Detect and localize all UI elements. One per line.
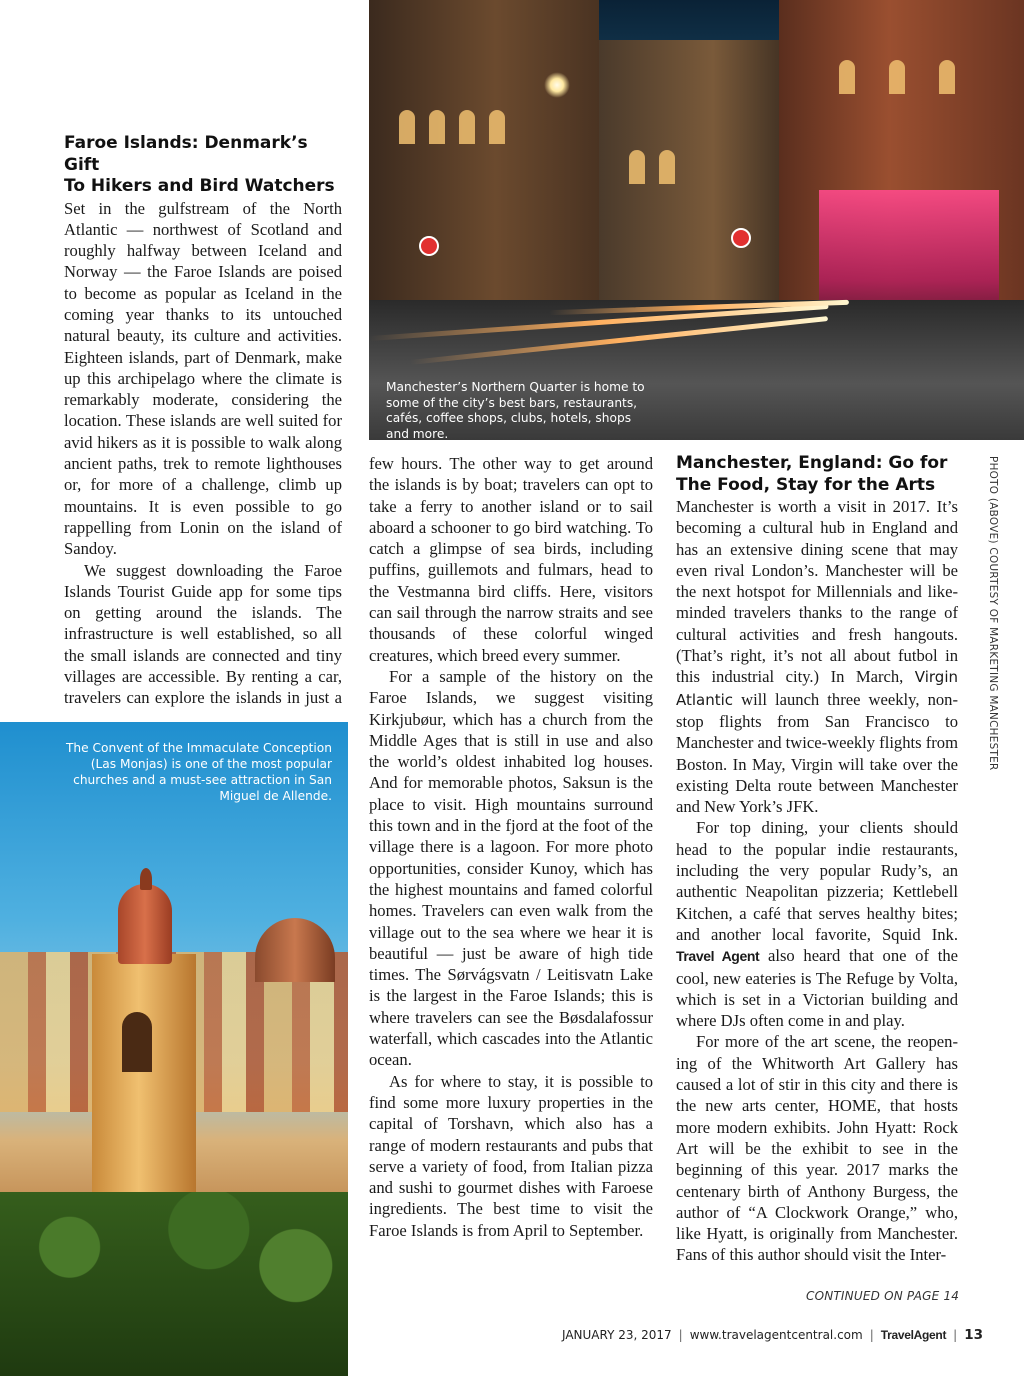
faroe-heading-line1: Faroe Islands: Denmark’s Gift	[64, 133, 308, 175]
virgin-atlantic-link[interactable]: Virgin Atlantic	[676, 668, 958, 709]
faroe-heading-line2: To Hikers and Bird Watchers	[64, 176, 335, 196]
manchester-heading	[676, 453, 958, 496]
manchester-heading-line2: The Food, Stay for the Arts	[676, 474, 936, 495]
window	[429, 110, 445, 144]
street-lamp	[544, 72, 570, 98]
faroe-heading	[64, 133, 342, 198]
travel-agent-brand: Travel Agent	[676, 948, 760, 965]
window	[489, 110, 505, 144]
page-footer	[562, 1327, 983, 1343]
faroe-paragraph-4: As for where to stay, it is possible to find some more luxury properties in the capital of Torshavn, which also has a range of modern restaurants and pubs that serve a variety of food, from Italian pizza and sushi to gourmet dishes with Faroese ingredients. The best time to visit the Faroe Islands is from April to September.	[369, 1071, 653, 1240]
manchester-photo-caption: Manchester’s Northern Quarter is home to some of the city’s best bars, restaurants, cafés, coffee shops, clubs, hotels, shops and more.	[386, 380, 645, 441]
page-number: 13	[964, 1327, 983, 1343]
faroe-paragraph-1: Set in the gulfstream of the North Atlantic — northwest of Scotland and roughly halfway between Iceland and Norway — the Faroe Islands are poised to become as popular as Iceland in the coming year thanks to its untouched natural beauty, its culture and activities. Eighteen islands, part of Denmark, make up this archipelago where the climate is remarkably moderate, considering the location. These islands are well suited for avid hikers as it is possible to walk along ancient paths, trek to remote lighthouses or, for more of a challenge, climb up mountains. It is even possible to go rappelling from Lonin on the island of Sandoy.	[64, 198, 342, 559]
footer-separator: |	[953, 1328, 958, 1342]
manchester-heading-line1: Manchester, England: Go for	[676, 453, 948, 473]
san-miguel-photo	[0, 722, 348, 1376]
window	[459, 110, 475, 144]
no-entry-sign	[731, 228, 751, 248]
faroe-paragraph-2-continued: few hours. The other way to get around the islands is by boat; travelers can opt to take a ferry to another island or to sail aboard a schooner to go bird watching. To catch a glimpse of sea birds, including puffins, guillemots and fulmars, head to the Vestmanna bird cliffs. Here, visitors can sail through the narrow straits and see thousands of these colorful winged creatures, which breed every summer.	[369, 454, 653, 665]
no-entry-sign	[419, 236, 439, 256]
magazine-brand: TravelAgent	[880, 1328, 947, 1342]
footer-separator: |	[869, 1328, 874, 1342]
manchester-paragraph-2-part-b: also heard that one of the cool, new eateries is The Refuge by Volta, which is set in a Victorian building and where DJs often come in and play.	[676, 946, 958, 1031]
window	[839, 60, 855, 94]
window	[399, 110, 415, 144]
window	[659, 150, 675, 184]
dome-finial	[140, 868, 152, 890]
manchester-photo	[369, 0, 1024, 440]
faroe-paragraph-3: For a sample of the history on the Faroe Islands, we suggest visiting Kirkjubøur, which has a church from the Middle Ages that is still in use and also the world’s oldest inhabited log houses. And for memorable photos, Saksun is the place to visit. High mountains surround this town and in the fjord at the foot of the village there is a lagoon. For more photo opportunities, consider Kunoy, which has the highest mountains and famed colorful homes. Travelers can even walk from the village out to the sea where we hear it is beautiful — just be aware of high tide times. The Sørvágsvatn / Leitisvatn Lake is the largest in the Faroe Islands; this is where travelers can see the Bøsdalafossur waterfall, which cascades into the Atlantic ocean.	[369, 666, 653, 1070]
manchester-paragraph-1-part-a: Manchester is worth a visit in 2017. It’s becoming a cultural hub in England and has an extensive dining scene that may even rival London’s. Manchester will be the next hotspot for Millennials and like-minded travelers thanks to the range of cultural activities and fresh hangouts. (That’s right, it’s not all about futbol in this industrial city.) In March,	[676, 497, 958, 687]
tower-arch	[122, 1012, 152, 1072]
building-middle	[599, 40, 789, 340]
footer-separator: |	[678, 1328, 683, 1342]
window	[629, 150, 645, 184]
church-dome	[118, 884, 172, 964]
article-column-3	[676, 453, 958, 1266]
window	[889, 60, 905, 94]
tree-canopy	[0, 1192, 348, 1376]
faroe-paragraph-2: We suggest downloading the Faroe Islands Tourist Guide app for some tips on getting around the islands. The infrastructure is well established, so all the small islands are connected and tiny villages are accessible. By renting a car, travelers can explore the islands in just a	[64, 560, 342, 708]
san-miguel-photo-caption: The Convent of the Immaculate Conception (Las Monjas) is one of the most popular churches and a must-see attraction in San Miguel de Allende.	[65, 741, 332, 803]
window	[939, 60, 955, 94]
manchester-paragraph-1-part-b: will launch three weekly, non-stop flights from San Francisco to Manchester and twice-weekly flights from Boston. In May, Virgin will take over the existing Delta route between Manchester and New York’s JFK.	[676, 689, 958, 817]
article-column-1	[64, 133, 342, 709]
website-url[interactable]: www.travelagentcentral.com	[689, 1328, 863, 1342]
distant-dome	[255, 918, 335, 982]
photo-credit: PHOTO (ABOVE) COURTESY OF MARKETING MANCHESTER	[987, 456, 999, 771]
continued-on-page[interactable]: CONTINUED ON PAGE 14	[806, 1289, 960, 1303]
article-column-2	[369, 453, 653, 1241]
manchester-paragraph-2-part-a: For top dining, your clients should head to the popular indie restaurants, including the very popular Rudy’s, an authentic Neapolitan pizzeria; Kettlebell Kitchen, a café that serves healthy bites; and another local favorite, Squid Ink.	[676, 818, 958, 944]
manchester-paragraph-1	[676, 496, 958, 817]
issue-date: JANUARY 23, 2017	[562, 1328, 672, 1342]
manchester-paragraph-3: For more of the art scene, the reopening of the Whitworth Art Gallery has caused a lot of stir in this city and there is the new arts center, HOME, that hosts more modern exhibits. John Hyatt: Rock Art will be the exhibit to see in the beginning of this year. 2017 marks the centenary birth of Anthony Burgess, the author of “A Clockwork Orange,” who, like Hyatt, is originally from Manchester. Fans of this author should visit the Inter-	[676, 1032, 958, 1265]
manchester-paragraph-2	[676, 817, 958, 1031]
